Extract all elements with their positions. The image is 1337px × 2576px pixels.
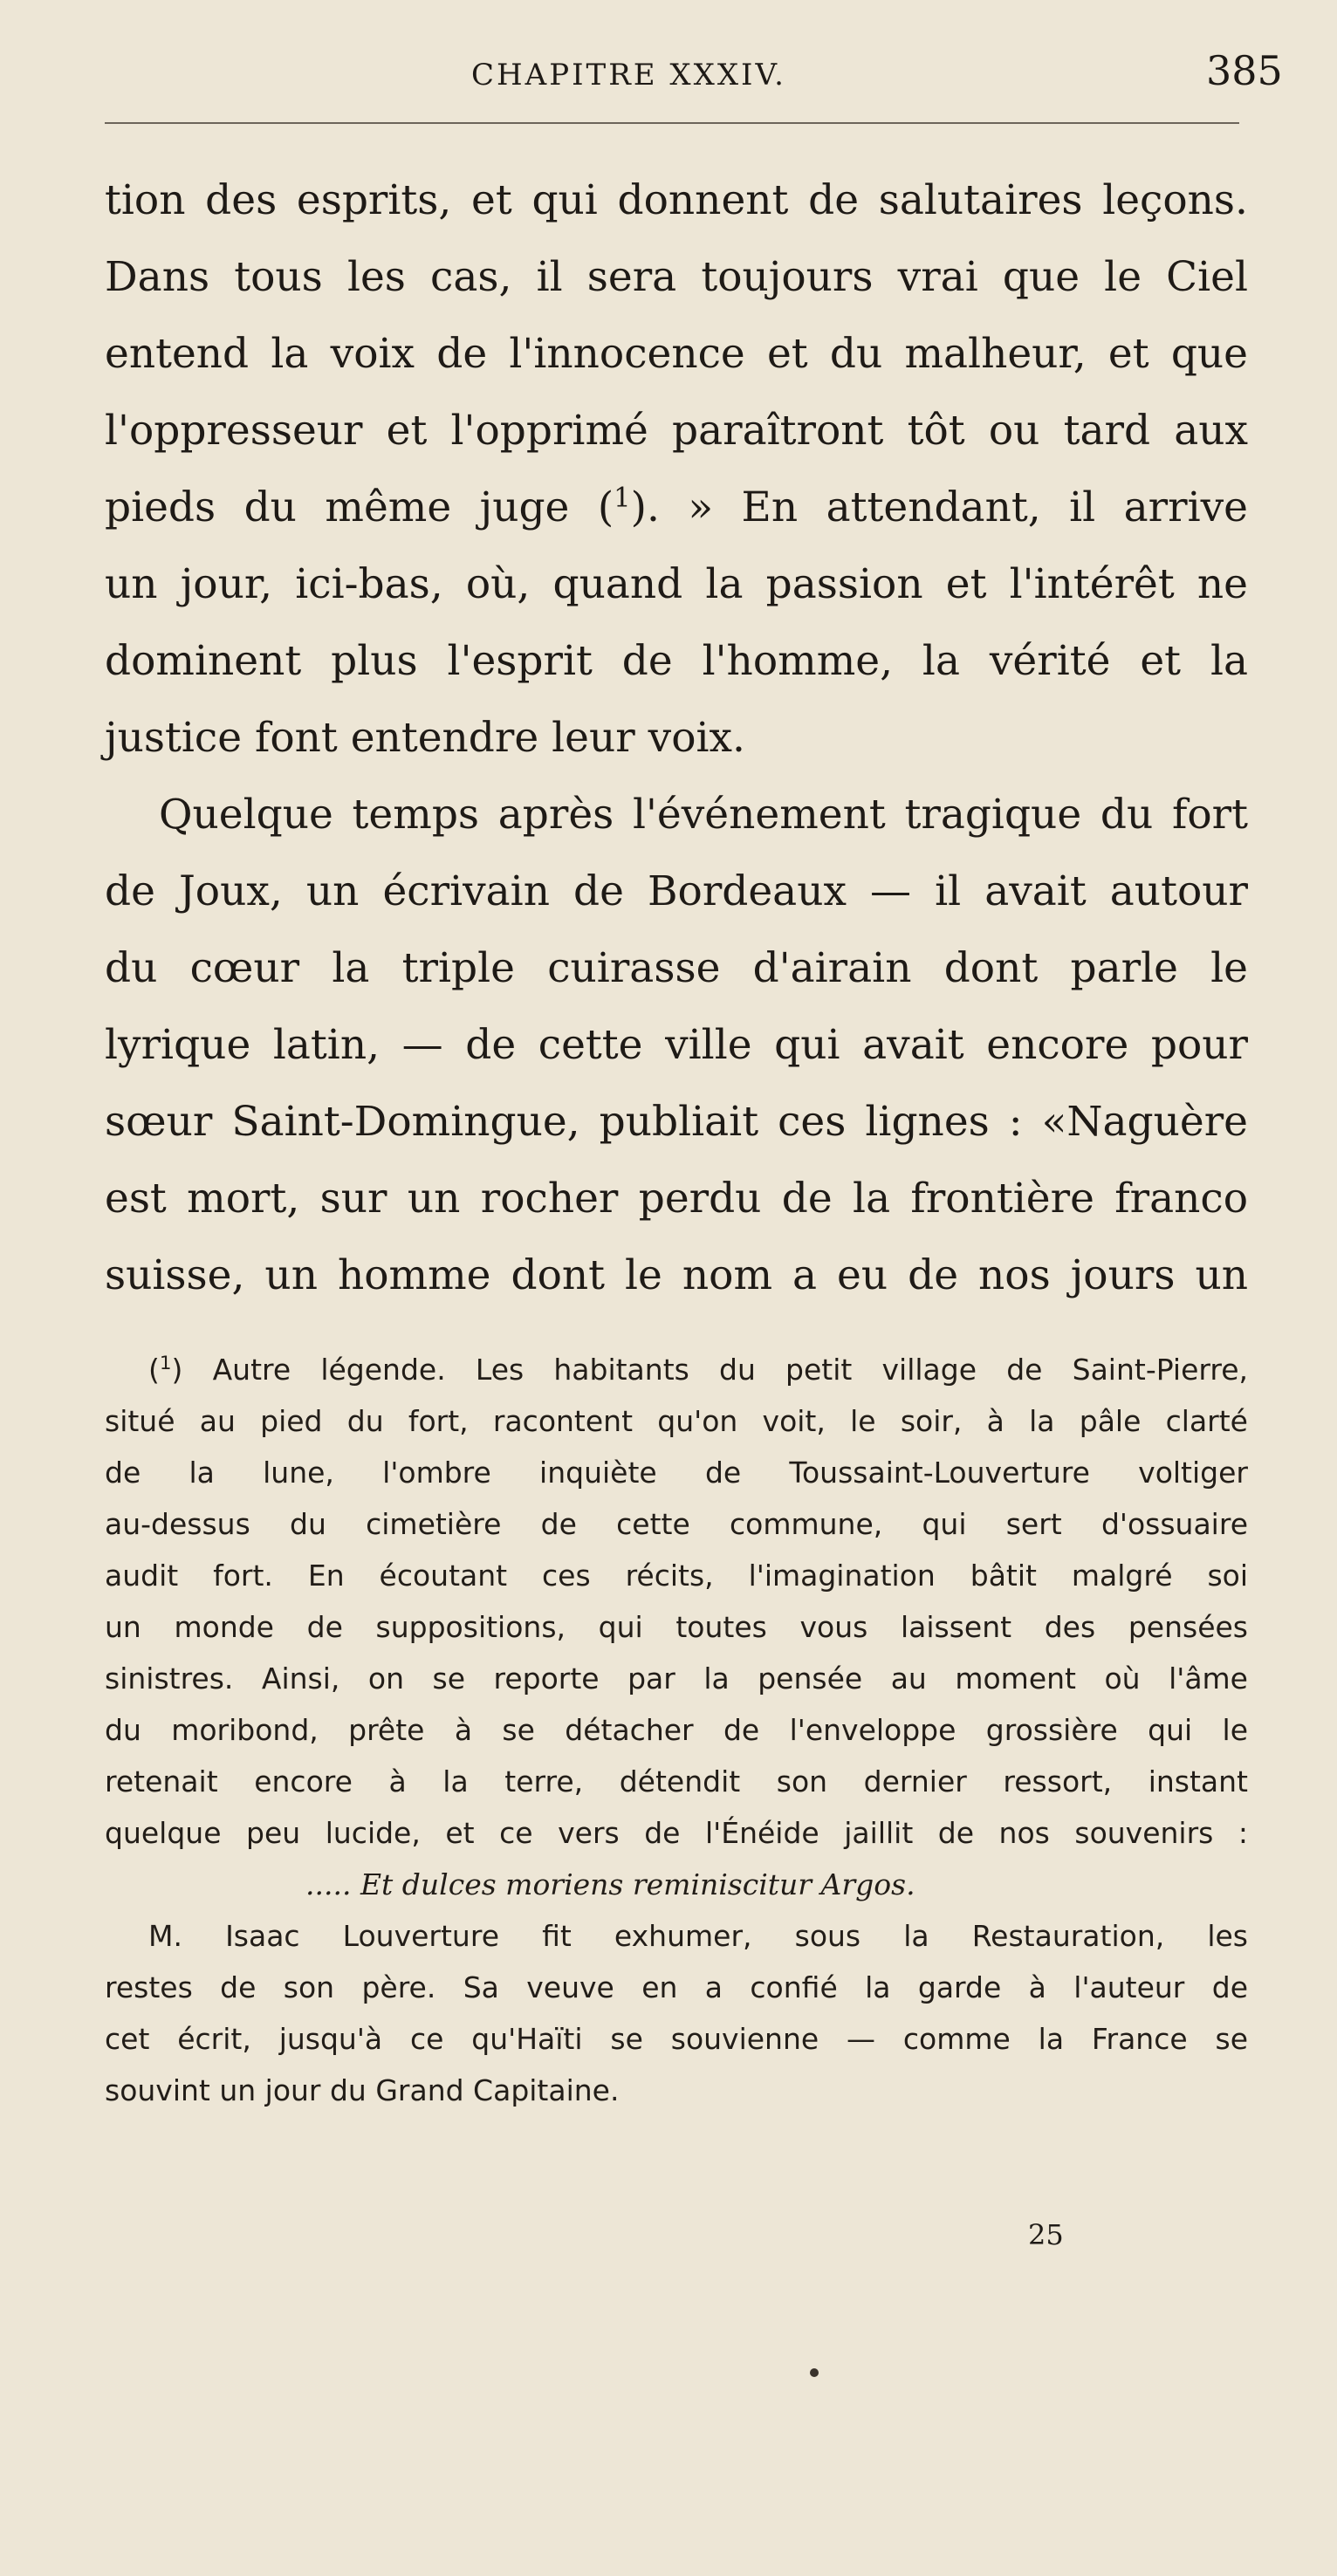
footnote-line: cet écrit, jusqu'à ce qu'Haïti se souvienne — comme la France se <box>105 2022 1248 2056</box>
footnote-line: audit fort. En écoutant ces récits, l'imagination bâtit malgré soi <box>105 1559 1248 1593</box>
paragraph-start: Quelque temps après l'événement tragique du fort <box>159 791 1248 839</box>
text-line: entend la voix de l'innocence et du malheur, et que <box>105 330 1248 378</box>
latin-quote: ..... Et dulces moriens reminiscitur Argos. <box>305 1867 915 1901</box>
header-rule <box>105 122 1239 124</box>
footnote-line: M. Isaac Louverture fit exhumer, sous la Restauration, les <box>148 1919 1248 1953</box>
footnote-line: souvint un jour du Grand Capitaine. <box>105 2073 620 2107</box>
text-line: du cœur la triple cuirasse d'airain dont parle le <box>105 944 1248 992</box>
footnote-line: un monde de suppositions, qui toutes vous laissent des pensées <box>105 1610 1248 1644</box>
footnote-line: restes de son père. Sa veuve en a confié la garde à l'auteur de <box>105 1970 1248 2004</box>
footnote-marker: 1 <box>159 1353 172 1374</box>
signature-mark: 25 <box>1028 2218 1064 2251</box>
footnote-line: de la lune, l'ombre inquiète de Toussaint-Louverture voltiger <box>105 1456 1248 1490</box>
page-number: 385 <box>1206 47 1283 94</box>
text-fragment: pieds du même juge <box>105 483 570 531</box>
text-line: de Joux, un écrivain de Bordeaux — il avait autour <box>105 867 1248 915</box>
text-line: tion des esprits, et qui donnent de salutaires leçons. <box>105 176 1248 224</box>
footnote-line: du moribond, prête à se détacher de l'enveloppe grossière qui le <box>105 1713 1248 1747</box>
footnote-line: ($^1$) Autre légende. Les habitants du petit village de Saint-Pierre, <box>148 1353 1248 1387</box>
text-fragment: ). » En attendant, il arrive <box>630 483 1248 531</box>
text-line: Dans tous les cas, il sera toujours vrai que le Ciel <box>105 253 1248 301</box>
text-line: lyrique latin, — de cette ville qui avait encore pour <box>105 1021 1248 1069</box>
footnote-line: retenait encore à la terre, détendit son dernier ressort, instant <box>105 1764 1248 1798</box>
running-head <box>0 45 1337 98</box>
text-line: dominent plus l'esprit de l'homme, la vérité et la <box>105 637 1248 685</box>
footnote-line: quelque peu lucide, et ce vers de l'Énéide jaillit de nos souvenirs : <box>105 1816 1248 1850</box>
footnote-line: sinistres. Ainsi, on se reporte par la pensée au moment où l'âme <box>105 1661 1248 1696</box>
text-fragment: Autre légende. Les habitants du petit village de Saint-Pierre, <box>212 1353 1248 1387</box>
footnote-line: situé au pied du fort, racontent qu'on voit, le soir, à la pâle clarté <box>105 1404 1248 1438</box>
ink-dot <box>810 2368 819 2377</box>
text-line: justice font entendre leur voix. <box>105 714 745 762</box>
footnotes <box>105 1344 1248 2116</box>
text-line: suisse, un homme dont le nom a eu de nos jours un <box>105 1251 1248 1299</box>
text-line: un jour, ici-bas, où, quand la passion et l'intérêt ne <box>105 560 1248 608</box>
main-text <box>105 162 1248 1314</box>
footnote-reference: 1 <box>614 483 631 514</box>
chapter-title: CHAPITRE XXXIV. <box>471 58 786 92</box>
text-line: l'oppresseur et l'opprimé paraîtront tôt ou tard aux <box>105 407 1248 455</box>
footnote-line: au-dessus du cimetière de cette commune, qui sert d'ossuaire <box>105 1507 1248 1541</box>
text-line-with-note-ref: pieds du même juge ($^1$). » En attendant, il arrive <box>105 483 1248 531</box>
text-line: sœur Saint-Domingue, publiait ces lignes : «Naguère <box>105 1098 1248 1146</box>
text-line: est mort, sur un rocher perdu de la frontière franco <box>105 1175 1248 1223</box>
